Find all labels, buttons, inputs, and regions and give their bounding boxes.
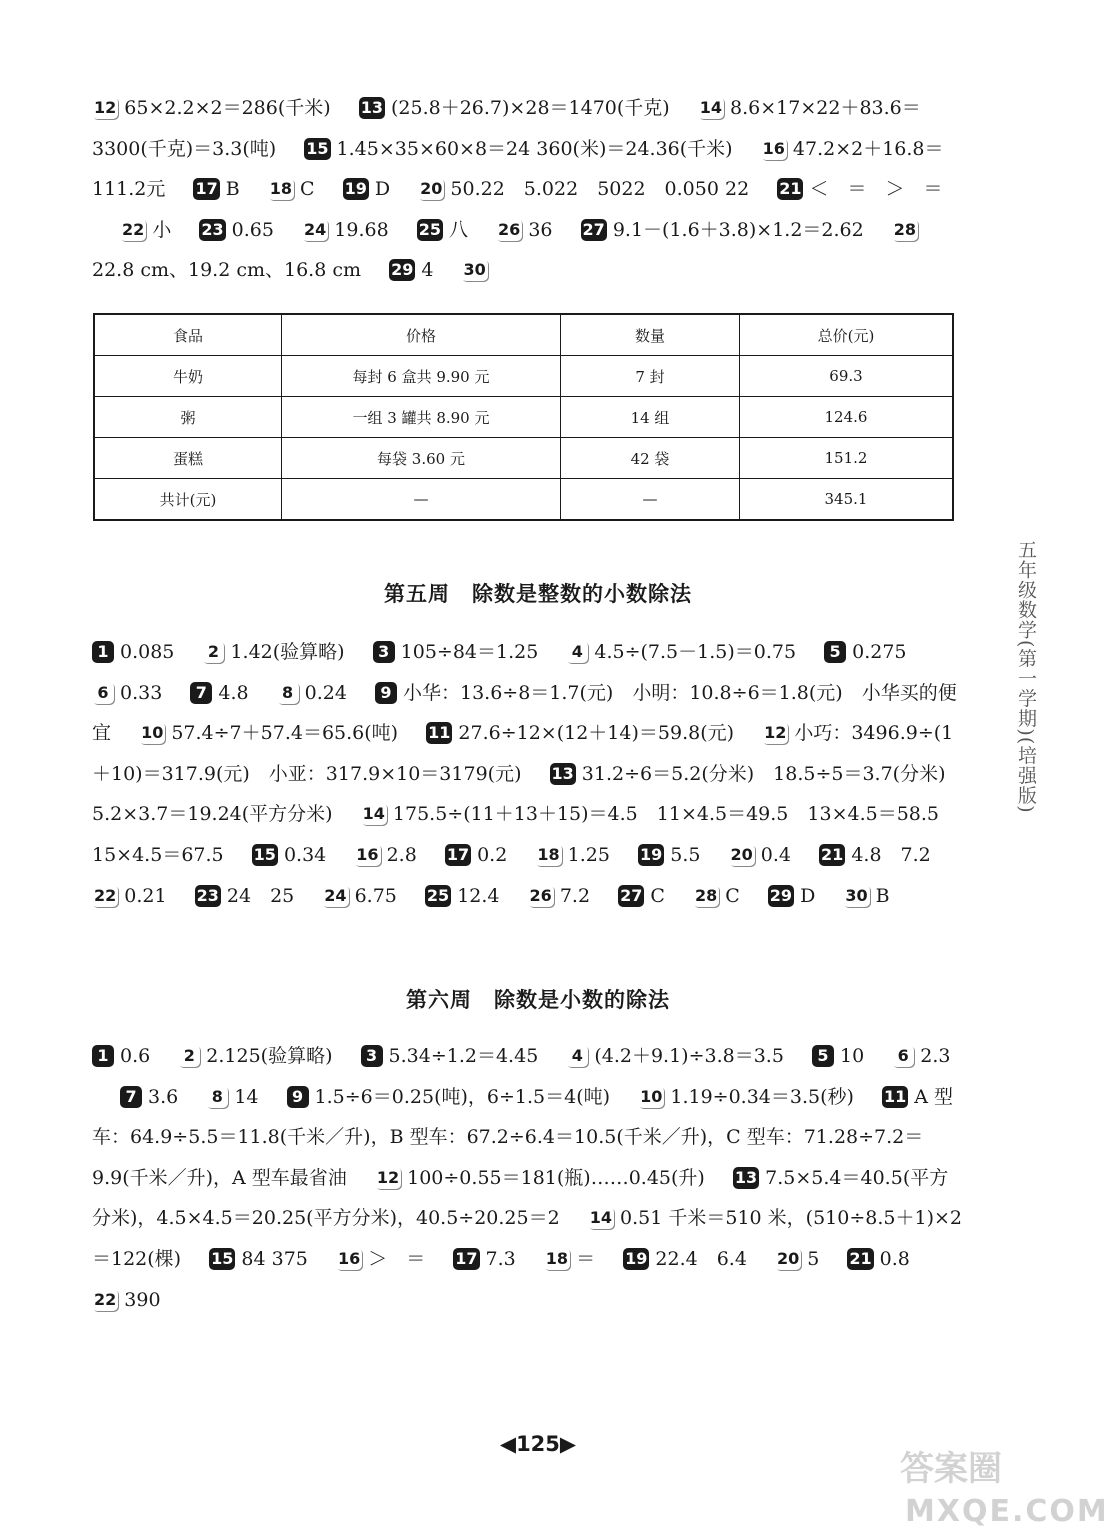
watermark-logo: 答案圈 <box>900 1449 1002 1489</box>
num-badge: 8 <box>277 682 299 704</box>
table-cell: 粥 <box>94 397 282 438</box>
answer: 0.8 <box>879 1247 910 1270</box>
table-header: 食品 <box>94 314 282 356</box>
num-badge: 8 <box>206 1086 228 1108</box>
num-badge: 7 <box>190 682 212 704</box>
table-header-row <box>94 314 953 356</box>
num-badge: 22 <box>94 885 117 905</box>
table-header: 数量 <box>561 314 740 356</box>
num-badge: 15 <box>211 1248 234 1268</box>
num-badge: 1 <box>92 1045 114 1067</box>
answer: 19.68 <box>334 218 389 241</box>
answer: ＜ ＝ ＞ ＝ <box>809 178 943 201</box>
answer: 22.4 6.4 <box>655 1247 747 1270</box>
num-badge: 7 <box>120 1086 142 1108</box>
answer: 1.5÷6＝0.25(吨)，6÷1.5＝4(吨) <box>314 1085 611 1108</box>
answer: 7.3 <box>485 1247 516 1270</box>
answer: 1.19÷0.34＝3.5(秒) <box>670 1085 854 1108</box>
table-row <box>94 356 953 397</box>
answer: 57.4÷7＋57.4＝65.6(吨) <box>171 722 399 745</box>
num-badge: 22 <box>122 219 145 239</box>
table-cell: 42 袋 <box>561 438 740 479</box>
answer: 4 <box>421 259 434 282</box>
answer: B <box>225 178 240 201</box>
table-header: 价格 <box>282 314 561 356</box>
table-row <box>94 438 953 479</box>
num-badge: 19 <box>344 179 367 199</box>
answer: C <box>650 884 665 907</box>
table-cell: 69.3 <box>740 356 954 397</box>
table-cell: 124.6 <box>740 397 954 438</box>
answer: 0.2 <box>477 843 508 866</box>
answer: 4.8 7.2 <box>851 843 931 866</box>
answer: 八 <box>448 218 468 241</box>
answer: 8.6×17×22＋83.6＝3300(千克)＝3.3(吨) <box>92 97 921 160</box>
num-badge: 18 <box>545 1248 569 1268</box>
answer: 24 25 <box>226 884 295 907</box>
answer: 0.34 <box>283 843 327 866</box>
table-header: 总价(元) <box>740 314 954 356</box>
answer: (4.2＋9.1)÷3.8＝3.5 <box>594 1045 784 1067</box>
answer: ＞ ＝ <box>368 1247 426 1270</box>
num-badge: 16 <box>337 1248 361 1268</box>
num-badge: 2 <box>202 641 224 663</box>
answer: 0.21 <box>124 884 167 907</box>
table-cell: — <box>282 479 561 521</box>
num-badge: 21 <box>779 179 802 199</box>
week6-answers <box>92 1036 962 1320</box>
num-badge: 1 <box>92 641 114 663</box>
answer: D <box>374 178 391 201</box>
answer: 84 375 <box>241 1247 308 1270</box>
num-badge: 23 <box>196 885 219 905</box>
num-badge: 16 <box>762 138 785 158</box>
num-badge: 10 <box>141 723 164 743</box>
table-row <box>94 397 953 438</box>
answer: 4.8 <box>218 681 249 704</box>
answer: 0.33 <box>120 681 163 704</box>
section-title-week5: 第五周 除数是整数的小数除法 <box>384 581 692 606</box>
answer: C <box>300 178 315 201</box>
answer: 47.2×2＋16.8＝111.2元 <box>92 137 944 201</box>
answer: 2.8 <box>386 843 417 866</box>
answer: 0.51 千米＝510 米，(510÷8.5＋1)×2＝122(棵) <box>92 1207 962 1270</box>
answer: 4.5÷(7.5－1.5)＝0.75 <box>594 641 797 663</box>
table-cell: 牛奶 <box>94 356 282 397</box>
answer: 1.25 <box>567 843 610 866</box>
answer: 50.22 5.022 5022 0.050 22 <box>450 178 750 201</box>
page-number: ◀125▶ <box>499 1432 577 1456</box>
answer: 27.6÷12×(12＋14)＝59.8(元) <box>458 722 735 745</box>
num-badge: 15 <box>253 844 276 864</box>
answer: 175.5÷(11＋13＋15)＝4.5 11×4.5＝49.5 13×4.5＝58.5 15×4.5＝67.5 <box>92 803 959 866</box>
answer: 0.65 <box>231 218 274 241</box>
side-book-title: 五年级数学(第一学期)(培强版) <box>1015 540 1037 814</box>
num-badge: 29 <box>391 260 414 280</box>
week5-answers <box>92 632 965 916</box>
answer: 390 <box>124 1288 161 1311</box>
answer: 3.6 <box>148 1085 179 1108</box>
num-badge: 25 <box>426 885 450 905</box>
answers-continued <box>92 88 962 291</box>
answer: 12.4 <box>457 884 500 907</box>
table-cell: 蛋糕 <box>94 438 282 479</box>
num-badge: 3 <box>361 1045 383 1067</box>
num-badge: 6 <box>92 682 114 704</box>
answer: 1.45×35×60×8＝24 360(米)＝24.36(千米) <box>336 137 733 160</box>
answer: 5 <box>807 1247 820 1270</box>
answer: 100÷0.55＝181(瓶)……0.45(升) <box>407 1166 705 1189</box>
num-badge: 16 <box>356 844 379 864</box>
answer: 0.275 <box>852 641 907 663</box>
num-badge: 14 <box>362 804 385 824</box>
answer: 0.6 <box>120 1045 151 1067</box>
num-badge: 10 <box>640 1086 663 1106</box>
num-badge: 23 <box>201 219 224 239</box>
num-badge: 24 <box>304 219 327 239</box>
answer: C <box>725 884 740 907</box>
num-badge: 20 <box>776 1248 800 1268</box>
table-cell: 345.1 <box>740 479 954 521</box>
num-badge: 13 <box>360 98 383 117</box>
answer: 36 <box>528 218 553 241</box>
answer: A 型车：64.9÷5.5＝11.8(千米／升)，B 型车：67.2÷6.4＝10.5(千米／升)，C 型车：71.28÷7.2＝9.9(千米／升)，A 型车最省油 <box>92 1085 954 1189</box>
num-badge: 6 <box>892 1045 914 1067</box>
num-badge: 24 <box>324 885 347 905</box>
num-badge: 11 <box>883 1086 907 1106</box>
table-cell: 每封 6 盒共 9.90 元 <box>282 356 561 397</box>
num-badge: 18 <box>537 844 560 864</box>
table-cell: — <box>561 479 740 521</box>
answer: (25.8＋26.7)×28＝1470(千克) <box>391 97 670 119</box>
answer: 10 <box>840 1045 865 1067</box>
num-badge: 17 <box>195 179 218 199</box>
num-badge: 28 <box>893 219 917 239</box>
num-badge: 9 <box>375 682 397 704</box>
answer: 小 <box>152 218 172 241</box>
num-badge: 5 <box>824 641 846 663</box>
section-title-week6: 第六周 除数是小数的除法 <box>406 987 670 1012</box>
num-badge: 27 <box>620 885 643 905</box>
table-cell: 一组 3 罐共 8.90 元 <box>282 397 561 438</box>
num-badge: 4 <box>566 641 588 663</box>
watermark-url: MXQE.COM <box>905 1494 1109 1529</box>
num-badge: 20 <box>420 179 443 199</box>
num-badge: 30 <box>463 260 486 280</box>
answer: 7.2 <box>559 884 591 907</box>
answer: ＝ <box>576 1247 596 1270</box>
num-badge: 21 <box>849 1248 872 1268</box>
answer: D <box>800 884 816 907</box>
num-badge: 13 <box>734 1167 758 1187</box>
num-badge: 17 <box>446 844 470 864</box>
num-badge: 27 <box>582 219 605 239</box>
num-badge: 19 <box>625 1248 648 1268</box>
answer: B <box>875 884 890 907</box>
table-row <box>94 479 953 521</box>
num-badge: 13 <box>551 763 574 783</box>
table-cell: 14 组 <box>561 397 740 438</box>
answer: 1.42(验算略) <box>230 641 345 663</box>
num-badge: 12 <box>376 1167 400 1187</box>
num-badge: 30 <box>845 885 868 905</box>
answer: 31.2÷6＝5.2(分米) 18.5÷5＝3.7(分米) 5.2×3.7＝19.24(平方分米) <box>92 762 965 826</box>
num-badge: 9 <box>287 1086 309 1108</box>
num-badge: 15 <box>306 138 329 158</box>
answer: 小巧：3496.9÷(1＋10)＝317.9(元) 小亚：317.9×10＝3179(元) <box>92 722 954 785</box>
num-badge: 22 <box>94 1289 117 1309</box>
num-badge: 20 <box>730 844 753 864</box>
num-badge: 18 <box>269 179 292 199</box>
table-cell: 151.2 <box>740 438 954 479</box>
answer: 7.5×5.4＝40.5(平方分米)，4.5×4.5＝20.25(平方分米)，40.5÷20.25＝2 <box>92 1166 949 1230</box>
answer: 6.75 <box>354 884 397 907</box>
answer: 小华：13.6÷8＝1.7(元) 小明：10.8÷6＝1.8(元) 小华买的便宜 <box>92 681 957 745</box>
answer: 0.24 <box>304 681 347 704</box>
num-badge: 28 <box>694 885 718 905</box>
num-badge: 3 <box>373 641 395 663</box>
num-badge: 11 <box>428 723 451 743</box>
answer: 5.5 <box>670 843 701 866</box>
num-badge: 14 <box>699 98 723 117</box>
answer: 9.1－(1.6＋3.8)×1.2＝2.62 <box>612 218 864 241</box>
answer: 2.125(验算略) <box>206 1045 333 1067</box>
num-badge: 12 <box>94 98 117 117</box>
answer: 14 <box>234 1085 259 1108</box>
num-badge: 5 <box>812 1045 834 1067</box>
answer: 105÷84＝1.25 <box>400 641 539 663</box>
table-cell: 7 封 <box>561 356 740 397</box>
answer: 22.8 cm、19.2 cm、16.8 cm <box>92 259 362 282</box>
num-badge: 2 <box>178 1045 200 1067</box>
num-badge: 17 <box>455 1248 478 1268</box>
answer: 65×2.2×2＝286(千米) <box>124 97 331 119</box>
num-badge: 14 <box>589 1208 613 1228</box>
num-badge: 19 <box>639 844 663 864</box>
num-badge: 12 <box>764 723 787 743</box>
num-badge: 29 <box>769 885 793 905</box>
num-badge: 21 <box>821 844 844 864</box>
num-badge: 4 <box>566 1045 588 1067</box>
num-badge: 26 <box>498 219 521 239</box>
num-badge: 26 <box>529 885 552 905</box>
num-badge: 25 <box>418 219 441 239</box>
table-cell: 每袋 3.60 元 <box>282 438 561 479</box>
answer: 2.3 <box>920 1045 951 1067</box>
answer: 0.4 <box>760 843 791 866</box>
answer: 0.085 <box>120 641 175 663</box>
food-price-table <box>93 313 954 521</box>
answer: 5.34÷1.2＝4.45 <box>388 1045 539 1067</box>
table-cell: 共计(元) <box>94 479 282 521</box>
